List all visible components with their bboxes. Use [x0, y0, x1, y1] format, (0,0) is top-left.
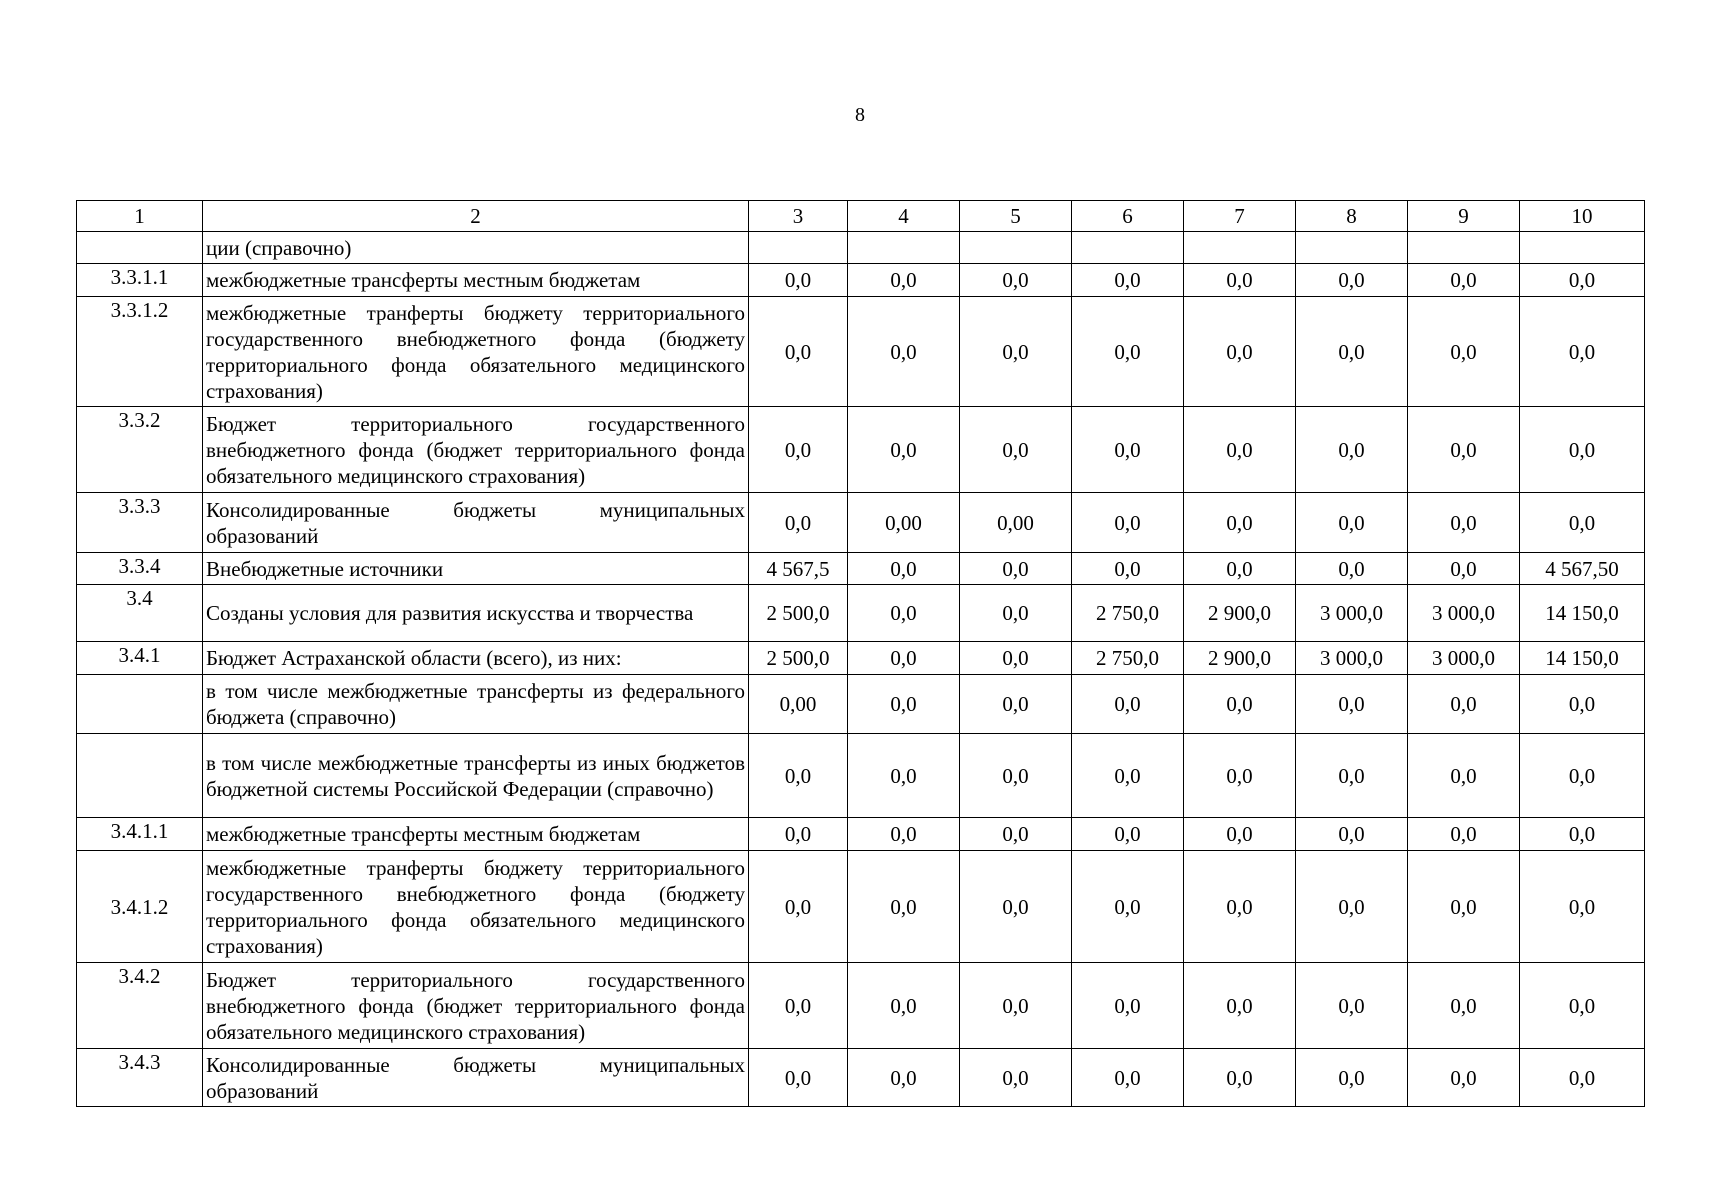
row-code: 3.4 [77, 585, 203, 642]
value-cell: 0,0 [1184, 851, 1296, 963]
value-cell: 0,0 [1408, 851, 1520, 963]
value-cell: 0,0 [1520, 818, 1645, 851]
value-cell: 0,0 [848, 642, 960, 675]
header-cell: 8 [1296, 201, 1408, 232]
header-cell: 10 [1520, 201, 1645, 232]
value-cell: 0,0 [1184, 297, 1296, 407]
value-cell: 0,0 [1296, 675, 1408, 734]
value-cell: 3 000,0 [1296, 642, 1408, 675]
row-code [77, 232, 203, 264]
value-cell: 0,0 [1408, 264, 1520, 297]
header-cell: 1 [77, 201, 203, 232]
row-description: Бюджет территориального государственного внебюджетного фонда (бюджет территориального фонда обязательного медицинского страхования) [203, 963, 749, 1049]
row-description: межбюджетные транферты бюджету территориального государственного внебюджетного фонда (бюджету территориального фонда обязательного медицинского страхования) [203, 851, 749, 963]
value-cell: 0,0 [960, 963, 1072, 1049]
row-description: Консолидированные бюджеты муниципальных образований [203, 493, 749, 553]
budget-table [76, 200, 1645, 1107]
table-row [77, 264, 1645, 297]
value-cell: 0,0 [1408, 963, 1520, 1049]
row-code: 3.4.2 [77, 963, 203, 1049]
value-cell: 4 567,5 [749, 553, 848, 585]
row-description: Созданы условия для развития искусства и творчества [203, 585, 749, 642]
table-row [77, 553, 1645, 585]
table-row [77, 963, 1645, 1049]
row-code: 3.4.1.2 [77, 851, 203, 963]
value-cell: 0,0 [749, 963, 848, 1049]
table-row [77, 232, 1645, 264]
value-cell: 0,0 [1408, 407, 1520, 493]
value-cell: 0,0 [1072, 851, 1184, 963]
value-cell: 0,0 [1296, 553, 1408, 585]
value-cell: 0,0 [960, 851, 1072, 963]
value-cell: 0,0 [1520, 963, 1645, 1049]
value-cell: 0,0 [1184, 818, 1296, 851]
value-cell [1296, 232, 1408, 264]
row-description: Бюджет территориального государственного внебюджетного фонда (бюджет территориального фонда обязательного медицинского страхования) [203, 407, 749, 493]
value-cell: 0,0 [1296, 297, 1408, 407]
value-cell: 14 150,0 [1520, 585, 1645, 642]
table-header-row [77, 201, 1645, 232]
value-cell: 0,0 [1520, 734, 1645, 818]
value-cell: 0,0 [848, 264, 960, 297]
value-cell: 0,0 [749, 407, 848, 493]
table-row [77, 493, 1645, 553]
value-cell: 0,0 [1520, 675, 1645, 734]
value-cell: 0,0 [848, 585, 960, 642]
value-cell: 0,0 [1184, 963, 1296, 1049]
header-cell: 7 [1184, 201, 1296, 232]
value-cell: 0,0 [749, 818, 848, 851]
value-cell [749, 232, 848, 264]
value-cell: 3 000,0 [1296, 585, 1408, 642]
value-cell [960, 232, 1072, 264]
value-cell: 0,0 [1408, 553, 1520, 585]
value-cell: 0,0 [1408, 493, 1520, 553]
value-cell: 0,0 [1184, 553, 1296, 585]
value-cell: 3 000,0 [1408, 642, 1520, 675]
table-row [77, 675, 1645, 734]
value-cell: 0,0 [1072, 493, 1184, 553]
value-cell: 0,0 [848, 675, 960, 734]
value-cell: 0,0 [749, 493, 848, 553]
value-cell: 0,0 [848, 297, 960, 407]
value-cell: 0,0 [848, 963, 960, 1049]
value-cell: 0,0 [1296, 963, 1408, 1049]
value-cell [1072, 232, 1184, 264]
value-cell: 0,0 [960, 642, 1072, 675]
value-cell: 0,0 [848, 734, 960, 818]
value-cell: 0,0 [960, 675, 1072, 734]
table-row [77, 585, 1645, 642]
value-cell: 0,0 [1184, 493, 1296, 553]
value-cell: 2 750,0 [1072, 642, 1184, 675]
value-cell: 0,0 [848, 1049, 960, 1107]
row-code: 3.3.1.1 [77, 264, 203, 297]
table-row [77, 1049, 1645, 1107]
row-description: Внебюджетные источники [203, 553, 749, 585]
value-cell: 2 500,0 [749, 585, 848, 642]
value-cell [848, 232, 960, 264]
value-cell: 0,00 [960, 493, 1072, 553]
row-code: 3.3.4 [77, 553, 203, 585]
value-cell: 2 750,0 [1072, 585, 1184, 642]
value-cell: 0,0 [848, 553, 960, 585]
value-cell: 0,0 [1072, 818, 1184, 851]
value-cell: 0,0 [1408, 675, 1520, 734]
value-cell: 0,0 [848, 407, 960, 493]
row-description: Консолидированные бюджеты муниципальных образований [203, 1049, 749, 1107]
row-code: 3.4.1 [77, 642, 203, 675]
value-cell: 0,0 [1520, 407, 1645, 493]
value-cell: 0,0 [1072, 675, 1184, 734]
value-cell: 0,0 [1520, 851, 1645, 963]
value-cell: 0,0 [960, 297, 1072, 407]
value-cell: 0,0 [960, 553, 1072, 585]
value-cell: 0,0 [1296, 407, 1408, 493]
row-code: 3.3.2 [77, 407, 203, 493]
table-row [77, 407, 1645, 493]
value-cell: 0,0 [848, 818, 960, 851]
value-cell: 3 000,0 [1408, 585, 1520, 642]
value-cell: 0,0 [1296, 1049, 1408, 1107]
header-cell: 5 [960, 201, 1072, 232]
value-cell: 0,0 [1072, 553, 1184, 585]
value-cell: 0,0 [1520, 1049, 1645, 1107]
header-cell: 3 [749, 201, 848, 232]
header-cell: 6 [1072, 201, 1184, 232]
value-cell: 0,0 [960, 818, 1072, 851]
row-description: в том числе межбюджетные трансферты из федерального бюджета (справочно) [203, 675, 749, 734]
value-cell: 0,0 [1072, 734, 1184, 818]
value-cell: 0,0 [749, 734, 848, 818]
row-description: в том числе межбюджетные трансферты из иных бюджетов бюджетной системы Российской Федерации (справочно) [203, 734, 749, 818]
value-cell: 0,0 [1072, 264, 1184, 297]
value-cell: 14 150,0 [1520, 642, 1645, 675]
value-cell: 0,0 [960, 407, 1072, 493]
value-cell: 0,0 [1520, 493, 1645, 553]
value-cell: 0,00 [848, 493, 960, 553]
value-cell: 2 500,0 [749, 642, 848, 675]
value-cell: 0,0 [1184, 1049, 1296, 1107]
value-cell: 0,0 [1072, 1049, 1184, 1107]
table-row [77, 297, 1645, 407]
table-row [77, 818, 1645, 851]
row-code [77, 734, 203, 818]
value-cell: 0,0 [1408, 818, 1520, 851]
value-cell [1408, 232, 1520, 264]
value-cell: 0,0 [1072, 297, 1184, 407]
value-cell: 0,0 [1184, 675, 1296, 734]
value-cell: 0,0 [960, 264, 1072, 297]
value-cell [1184, 232, 1296, 264]
row-description: межбюджетные трансферты местным бюджетам [203, 264, 749, 297]
value-cell: 4 567,50 [1520, 553, 1645, 585]
value-cell [1520, 232, 1645, 264]
value-cell: 0,0 [1296, 493, 1408, 553]
value-cell: 0,0 [1296, 264, 1408, 297]
page-number: 8 [855, 104, 865, 126]
value-cell: 0,0 [960, 1049, 1072, 1107]
value-cell: 0,0 [749, 297, 848, 407]
value-cell: 0,0 [749, 1049, 848, 1107]
value-cell: 2 900,0 [1184, 585, 1296, 642]
table-row [77, 642, 1645, 675]
value-cell: 0,0 [749, 851, 848, 963]
row-code: 3.4.3 [77, 1049, 203, 1107]
table-row [77, 851, 1645, 963]
header-cell: 9 [1408, 201, 1520, 232]
value-cell: 2 900,0 [1184, 642, 1296, 675]
value-cell: 0,0 [1184, 407, 1296, 493]
value-cell: 0,0 [749, 264, 848, 297]
row-code: 3.3.1.2 [77, 297, 203, 407]
table-row [77, 734, 1645, 818]
row-description: межбюджетные трансферты местным бюджетам [203, 818, 749, 851]
value-cell: 0,0 [960, 585, 1072, 642]
value-cell: 0,0 [1408, 1049, 1520, 1107]
row-code: 3.3.3 [77, 493, 203, 553]
value-cell: 0,0 [1184, 734, 1296, 818]
value-cell: 0,0 [960, 734, 1072, 818]
row-description: Бюджет Астраханской области (всего), из них: [203, 642, 749, 675]
value-cell: 0,0 [1520, 264, 1645, 297]
value-cell: 0,0 [1296, 734, 1408, 818]
value-cell: 0,0 [1408, 734, 1520, 818]
value-cell: 0,00 [749, 675, 848, 734]
header-cell: 2 [203, 201, 749, 232]
value-cell: 0,0 [1296, 818, 1408, 851]
row-code: 3.4.1.1 [77, 818, 203, 851]
value-cell: 0,0 [1408, 297, 1520, 407]
value-cell: 0,0 [1296, 851, 1408, 963]
value-cell: 0,0 [1072, 963, 1184, 1049]
row-description: межбюджетные транферты бюджету территориального государственного внебюджетного фонда (бюджету территориального фонда обязательного медицинского страхования) [203, 297, 749, 407]
header-cell: 4 [848, 201, 960, 232]
row-code [77, 675, 203, 734]
value-cell: 0,0 [848, 851, 960, 963]
value-cell: 0,0 [1184, 264, 1296, 297]
value-cell: 0,0 [1520, 297, 1645, 407]
row-description: ции (справочно) [203, 232, 749, 264]
value-cell: 0,0 [1072, 407, 1184, 493]
